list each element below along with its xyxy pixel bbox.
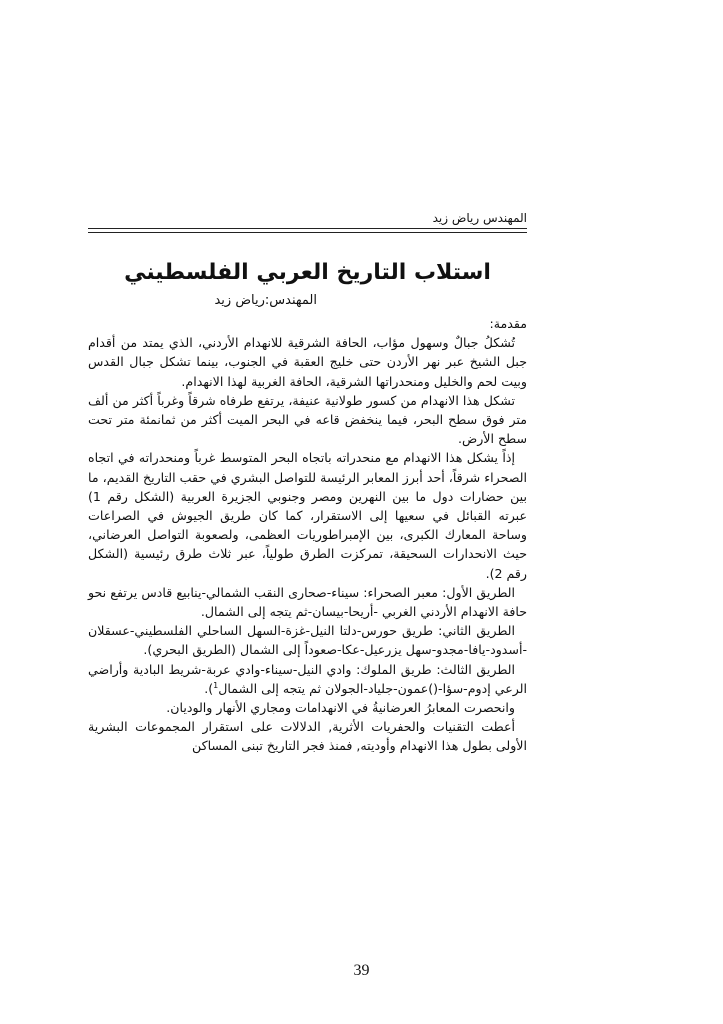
paragraph-route-2: الطريق الثاني: طريق حورس-دلتا النيل-غزة-السهل الساحلي الفلسطيني-عسقلان -أسدود-يافا-مجدو-سهل يزرعيل-عكا-صعوداً إلى الشمال (الطريق البحري). <box>88 623 527 658</box>
footnote-reference[interactable]: 1 <box>213 680 219 690</box>
header-rule-top <box>88 228 527 229</box>
article-body <box>88 314 527 756</box>
running-header-author: المهندس رياض زيد <box>432 211 527 225</box>
paragraph-route-3 <box>88 660 527 698</box>
paragraph-3: إذاً يشكل هذا الانهدام مع منحدراته باتجاه البحر المتوسط غرباً ومنحدراته في اتجاه الصحراء شرقاً، أحد أبرز المعابر الرئيسة للتواصل البشري في حقب التاريخ القديم، ما بين حضارات دول ما بين النهرين ومصر وجنوبي الجزيرة العربية (الشكل رقم 1) عبرته القبائل في سعيها إلى الاستقرار، كما كان طريق الجيوش في الصراعات وساحة المعارك الكبرى، بين الإمبراطوريات العظمى، ولصعوبة التواصل العرضاني، حيث الانحدارات السحيقة، تمركزت الطرق طولياً، عبر ثلاث طرق رئيسية (الشكل رقم 2). <box>88 450 527 581</box>
paragraph-archaeology: أعطت التقنيات والحفريات الأثرية, الدلالات على استقرار المجموعات البشرية الأولى بطول هذا الانهدام وأوديته, فمنذ فجر التاريخ تبنى المساكن <box>88 719 527 754</box>
paragraph-route-1: الطريق الأول: معبر الصحراء: سيناء-صحارى النقب الشمالي-ينابيع قادس يرتفع نحو حافة الانهدام الأردني الغربي -أريحا-بيسان-ثم يتجه إلى الشمال. <box>88 584 527 620</box>
page-number: 39 <box>353 962 370 979</box>
route-3-tail: ). <box>204 680 214 696</box>
header-rule-bottom <box>88 232 527 233</box>
paragraph-crossings: وانحصرت المعابرُ العرضانيةُ في الانهدامات ومجاري الأنهار والوديان. <box>166 700 515 716</box>
paragraph-2: تشكل هذا الانهدام من كسور طولانية عنيفة، يرتفع طرفاه شرقاً وغرباً أكثر من ألف متر فوق سطح البحر، فيما ينخفض قاعه في البحر الميت أكثر من ثمانمئة متر تحت سطح الأرض. <box>88 392 527 447</box>
article-title: استلاب التاريخ العربي الفلسطيني <box>124 260 491 285</box>
route-3-text: الطريق الثالث: طريق الملوك: وادي النيل-سيناء-وادي عربة-شريط البادية وأراضي الرعي إدوم-سؤا-()عمون-جلياد-الجولان ثم يتجه إلى الشمال <box>88 661 527 696</box>
intro-heading: مقدمة: <box>489 316 527 331</box>
author-line: المهندس:رياض زيد <box>214 293 317 308</box>
paragraph-1: تُشكلُ جبالٌ وسهول مؤاب، الحافة الشرقية للانهدام الأردني، الذي يمتد من أقدام جبل الشيخ عبر نهر الأردن حتى خليج العقبة في الجنوب، بينما تشكل جبال القدس وبيت لحم والخليل ومنحدراتها الشرقية، الحافة الغربية لهذا الانهدام. <box>88 335 527 389</box>
